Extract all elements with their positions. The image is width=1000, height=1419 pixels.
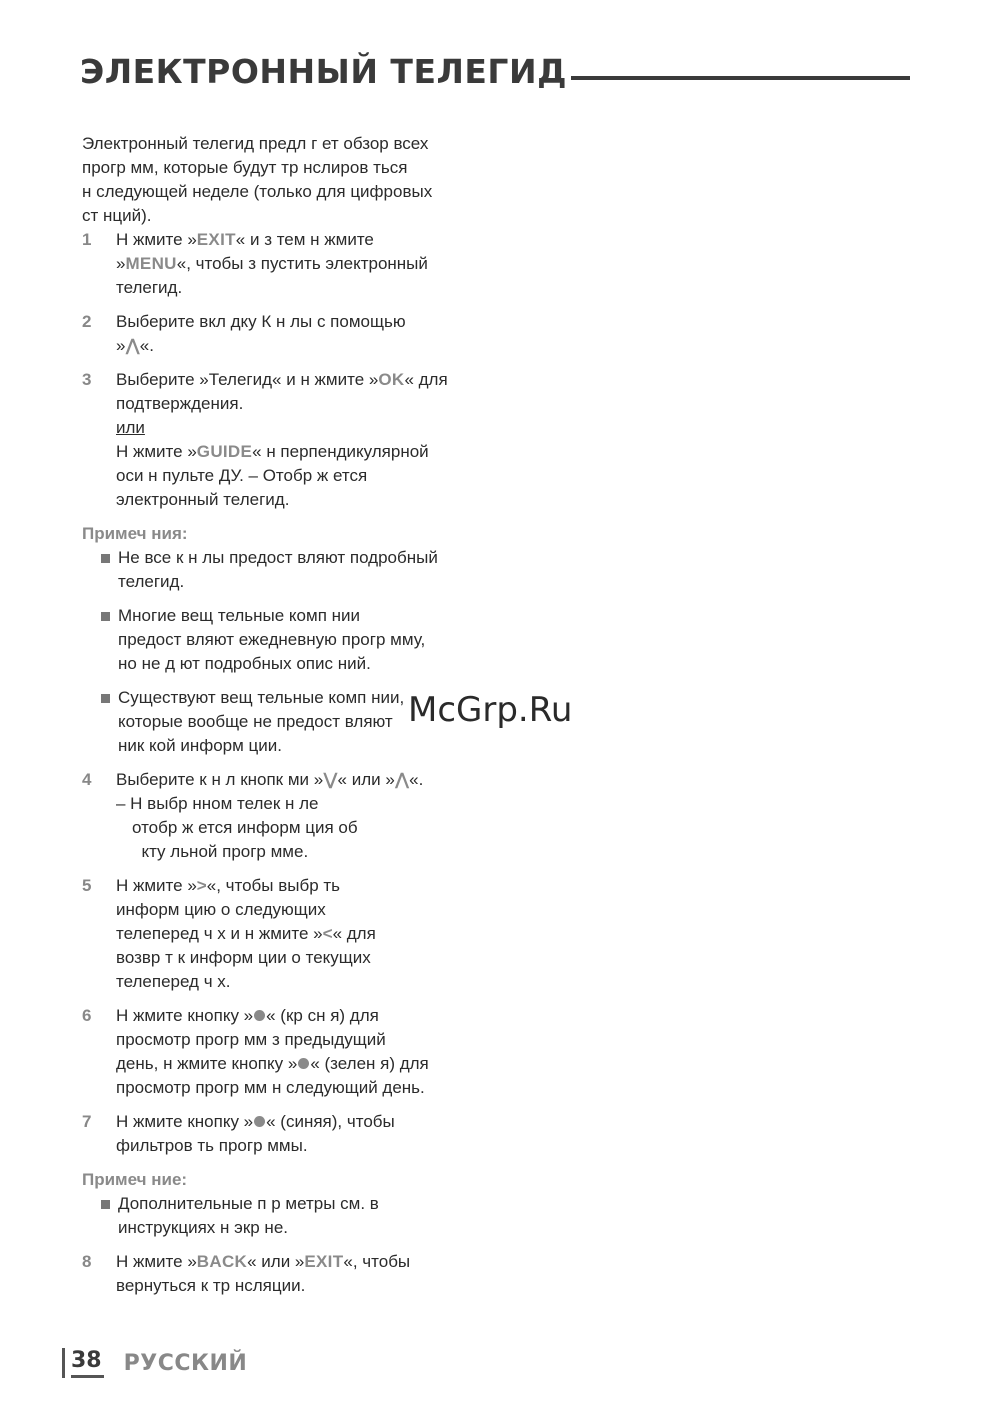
step-3: 3 Выберите »Телегид« и н жмите »OK« для подтверждения. или Н жмите »GUIDE« н перпендикулярной оси н пульте ДУ. – Отобр ж ется электронный телегид. (82, 368, 492, 512)
note-item: Не все к н лы предост вляют подробный телегид. (82, 546, 492, 594)
step-number: 3 (82, 370, 92, 389)
arrow-up-icon: ⋀ (394, 770, 410, 789)
step-7: 7 Н жмите кнопку » « (синяя), чтобы фильтров ть прогр ммы. (82, 1112, 395, 1155)
language-label: РУССКИЙ (123, 1350, 248, 1376)
note-item: Многие вещ тельные комп нии предост вляют ежедневную прогр мму, но не д ют подробных опис ний. (82, 604, 492, 676)
key-back: BACK (196, 1252, 248, 1271)
red-button-icon (254, 1010, 265, 1021)
step-1: 1 Н жмите »EXIT« и з тем н жмите »MENU«, чтобы з пустить электронный телегид. (82, 230, 428, 297)
step-6: 6 Н жмите кнопку » « (кр сн я) для просмотр прогр мм з предыдущий день, н жмите кнопку » « (зелен я) для просмотр прогр мм н следующий день. (82, 1006, 429, 1097)
notes-heading: Примеч ния: (82, 524, 188, 543)
step-number: 8 (82, 1252, 92, 1271)
arrow-right-icon: > (196, 876, 207, 895)
green-button-icon (298, 1058, 309, 1069)
blue-button-icon (254, 1116, 265, 1127)
step-number: 5 (82, 876, 92, 895)
page-title: ЭЛЕКТРОННЫЙ ТЕЛЕГИД (80, 52, 567, 91)
key-guide: GUIDE (196, 442, 253, 461)
key-exit: EXIT (304, 1252, 344, 1271)
footer-bar (62, 1348, 65, 1378)
step-number: 1 (82, 230, 92, 249)
bullet-icon (101, 612, 110, 621)
step-4: 4 Выберите к н л кнопк ми »⋁« или »⋀«. – Н выбр нном телек н ле отобр ж ется информ ция об кту льной прогр мме. (82, 770, 424, 861)
note-item: Существуют вещ тельные комп нии, которые вообще не предост вляют ник кой информ ции. (82, 686, 492, 758)
watermark: McGrp.Ru (408, 690, 573, 730)
bullet-icon (101, 1200, 110, 1209)
arrow-up-icon: ⋀ (125, 336, 140, 355)
or-separator: или (116, 418, 145, 437)
key-menu: MENU (125, 254, 177, 273)
step-number: 6 (82, 1006, 92, 1025)
bullet-icon (101, 694, 110, 703)
title-rule (571, 76, 910, 80)
footer (62, 1348, 247, 1378)
step-8: 8 Н жмите »BACK« или »EXIT«, чтобы вернуться к тр нсляции. (82, 1252, 411, 1295)
page-number: 38 (71, 1348, 104, 1378)
step-number: 4 (82, 770, 92, 789)
note-heading: Примеч ние: (82, 1170, 188, 1189)
intro-paragraph: Электронный телегид предл г ет обзор всех прогр мм, которые будут тр нслиров ться н следующей неделе (только для цифровых ст нций). (82, 134, 433, 225)
page-title-row (80, 50, 910, 94)
bullet-icon (101, 554, 110, 563)
key-ok: OK (378, 370, 405, 389)
step-number: 7 (82, 1112, 92, 1131)
note-item: Дополнительные п р метры см. в инструкциях н экр не. (82, 1192, 492, 1240)
step-5: 5 Н жмите »>«, чтобы выбр ть информ цию о следующих телеперед ч х и н жмите »<« для возвр т к информ ции о текущих телеперед ч х. (82, 876, 376, 991)
key-exit: EXIT (196, 230, 236, 249)
step-number: 2 (82, 312, 92, 331)
arrow-left-icon: < (322, 924, 333, 943)
arrow-down-icon: ⋁ (323, 770, 338, 789)
step-2: 2 Выберите вкл дку К н лы с помощью »⋀«. (82, 312, 406, 355)
